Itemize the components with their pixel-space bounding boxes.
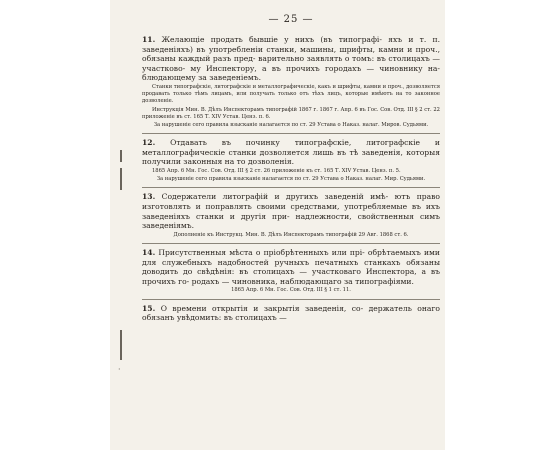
- article-penalty: За нарушеніе сего правила взысканіе налагается по ст. 29 Устава о Наказ. налаг. Мир. Судьями.: [156, 176, 426, 183]
- article-reference: 1865 Апр. 6 Мн. Гос. Сов. Отд. III § 2 ст. 26 приложеніе къ ст. 165 Т. XIV Устав. Ценз. п. 5.: [152, 167, 401, 174]
- article-number: 15.: [142, 303, 156, 313]
- article-text: Желающіе продать бывшіе у нихъ (въ типографі- яхъ и т. п. заведеніяхъ) въ употребленіи станки, машины, шрифты, камни и проч., обязаны каждый разъ пред- варительно заявлять о томъ: въ столицахъ — участково- му Инспектору, а въ прочихъ городахъ — чиновнику на- блюдающему за заведеніемъ.: [142, 35, 440, 83]
- article-number: 13.: [142, 192, 156, 202]
- book-page: [110, 0, 445, 450]
- article-11: [142, 35, 440, 83]
- section-divider: [142, 299, 440, 300]
- article-penalty: За нарушеніе сего правила взысканіе налагается по ст. 29 Устава о Наказ. налаг. Миров. Судьями.: [153, 121, 429, 128]
- article-number: 11.: [142, 35, 156, 44]
- article-number: 12.: [142, 138, 156, 148]
- section-divider: [142, 187, 440, 188]
- article-number: 14.: [142, 247, 156, 257]
- article-text: Присутственныя мѣста о пріобрѣтенныхъ или прі- обрѣтаемыхъ ими для служебныхъ надобностей ручныхъ печатныхъ станкахъ обязаны доводить до свѣдѣнія: въ столицахъ — участковаго Инспектора, а въ прочихъ го- родахъ — чиновника, наблюдающаго за типографіями.: [142, 247, 440, 286]
- article-text: О времени открытія и закрытія заведенія, со- держатель онаго обязанъ увѣдомить: въ столицахъ —: [142, 303, 440, 323]
- page-number: — 25 —: [268, 14, 314, 25]
- article-text: Содержатели литографій и другихъ заведеній имѣ- ютъ право изготовлять и поправлять своими средствами, употребляемые въ ихъ заведеніяхъ станки и другія при- надлежности, свойственныя симъ заведеніямъ.: [142, 192, 440, 231]
- page-content: [142, 14, 440, 323]
- article-reference: 1865 Апр. 6 Мн. Гос. Сов. Отд. III § 1 ст. 11.: [231, 287, 351, 294]
- article-15: [142, 304, 440, 323]
- article-reference: Дополненіе къ Инструкц. Мин. В. Дѣлъ Инспекторамъ типографій 29 Авг. 1868 ст. 6.: [173, 231, 409, 238]
- article-14: [142, 248, 440, 286]
- article-13: [142, 192, 440, 230]
- margin-dot: ·: [118, 365, 121, 374]
- article-text: Отдавать въ починку типографскіе, литографскіе и металлографическіе станки дозволяется лишь въ тѣ заведенія, которыя получили законныя на то дозволенія.: [142, 138, 440, 167]
- margin-line: [120, 150, 122, 162]
- section-divider: [142, 133, 440, 134]
- article-reference: Инструкція Мин. В. Дѣлъ Инспекторамъ типографій 1867 г. 1867 г. Апр. 6 въ Гос. Сов. Отд. III § 2 ст. 22 приложеніе въ ст. 165 Т. XIV Устав. Ценз. п. 6.: [142, 106, 440, 120]
- article-note: Станки типографскіе, литографскіе и металлографическіе, какъ и шрифты, камни и проч., дозволяется продавать только тѣмъ лицамъ, или получать только отъ тѣхъ лицъ, которые имѣютъ на то законное дозволеніе.: [142, 83, 440, 105]
- article-12: [142, 138, 440, 167]
- margin-line: [120, 168, 122, 190]
- section-divider: [142, 243, 440, 244]
- margin-line: [120, 330, 122, 360]
